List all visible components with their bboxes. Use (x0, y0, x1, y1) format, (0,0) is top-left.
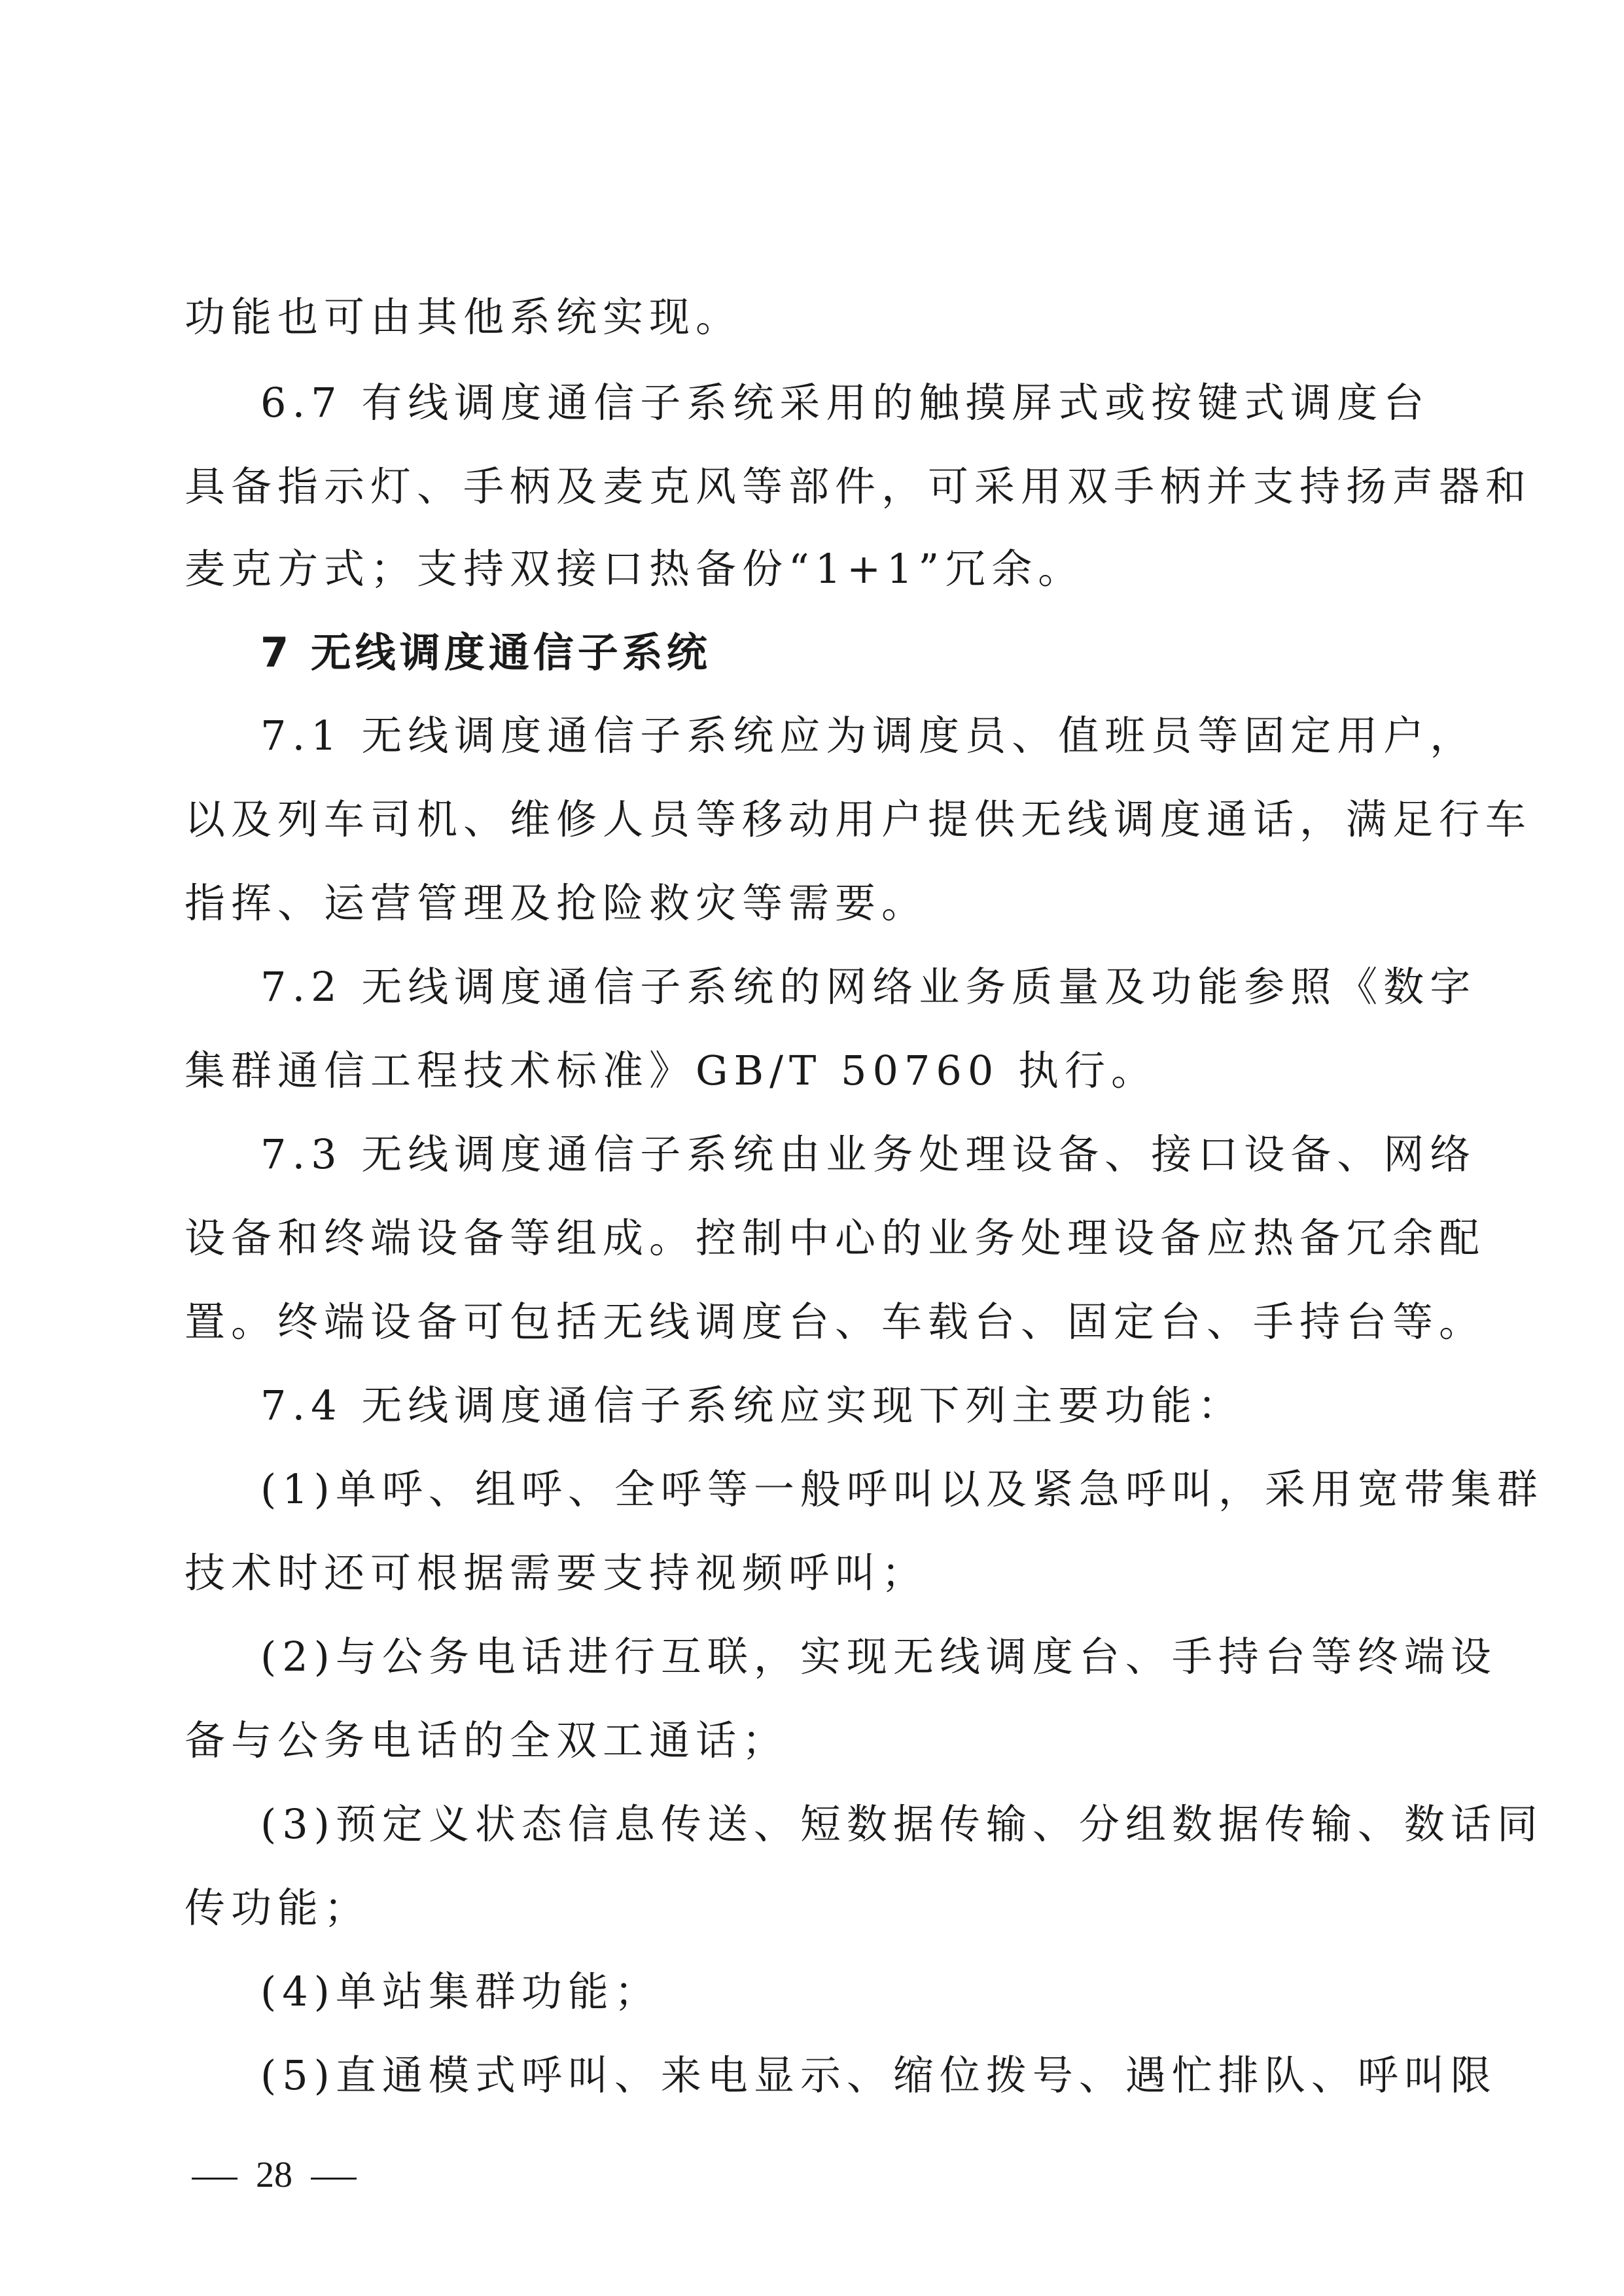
body-line-8: 指挥、运营管理及抢险救灾等需要。 (185, 879, 928, 927)
body-line-6: 7.1 无线调度通信子系统应为调度员、值班员等固定用户， (260, 712, 1477, 759)
body-line-2: 6.7 有线调度通信子系统采用的触摸屏式或按键式调度台 (260, 379, 1430, 426)
body-line-20: 传功能； (185, 1884, 371, 1932)
body-line-22: (5)直通模式呼叫、来电显示、缩位拨号、遇忙排队、呼叫限 (260, 2051, 1497, 2099)
body-line-10: 集群通信工程技术标准》GB/T 50760 执行。 (185, 1047, 1157, 1094)
footer-dash-left (192, 2178, 238, 2180)
body-line-4: 麦克方式；支持双接口热备份“1+1”冗余。 (185, 545, 1085, 593)
body-line-15: (1)单呼、组呼、全呼等一般呼叫以及紧急呼叫，采用宽带集群 (260, 1465, 1544, 1513)
body-line-9: 7.2 无线调度通信子系统的网络业务质量及功能参照《数字 (260, 963, 1477, 1011)
body-line-16: 技术时还可根据需要支持视频呼叫； (185, 1549, 928, 1597)
body-line-18: 备与公务电话的全双工通话； (185, 1716, 789, 1764)
body-line-1: 功能也可由其他系统实现。 (185, 293, 743, 341)
body-line-7: 以及列车司机、维修人员等移动用户提供无线调度通话，满足行车 (185, 795, 1532, 843)
body-line-12: 设备和终端设备等组成。控制中心的业务处理设备应热备冗余配 (185, 1214, 1486, 1262)
page-footer (173, 2152, 375, 2198)
body-line-19: (3)预定义状态信息传送、短数据传输、分组数据传输、数话同 (260, 1800, 1544, 1848)
footer-dash-right (311, 2178, 357, 2180)
body-line-11: 7.3 无线调度通信子系统由业务处理设备、接口设备、网络 (260, 1130, 1477, 1178)
page-number: 28 (256, 2155, 292, 2195)
body-line-3: 具备指示灯、手柄及麦克风等部件，可采用双手柄并支持扬声器和 (185, 462, 1532, 510)
body-line-21: (4)单站集群功能； (260, 1968, 661, 2015)
body-line-13: 置。终端设备可包括无线调度台、车载台、固定台、手持台等。 (185, 1298, 1486, 1346)
body-line-17: (2)与公务电话进行互联，实现无线调度台、手持台等终端设 (260, 1633, 1497, 1680)
section-heading-7: 7 无线调度通信子系统 (260, 629, 711, 676)
body-line-14: 7.4 无线调度通信子系统应实现下列主要功能： (260, 1382, 1244, 1429)
